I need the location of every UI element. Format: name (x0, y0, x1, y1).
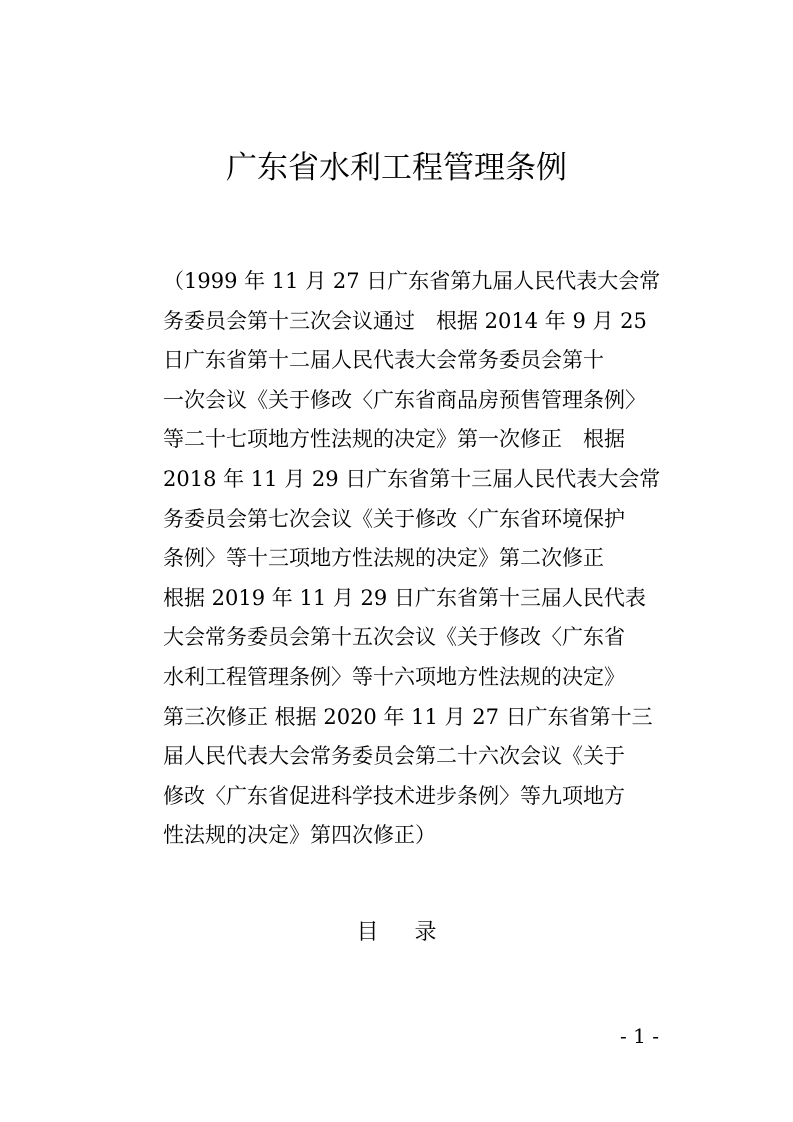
preamble-line: （1999 年 11 月 27 日广东省第九届人民代表大会常 (163, 269, 661, 293)
preamble-line: 根据 2019 年 11 月 29 日广东省第十三届人民代表 (163, 585, 646, 610)
table-of-contents-heading (0, 917, 793, 949)
preamble-line: 大会常务委员会第十五次会议《关于修改〈广东省 (163, 625, 625, 650)
preamble-line: 第三次修正 根据 2020 年 11 月 27 日广东省第十三 (163, 704, 653, 729)
preamble-line: 务委员会第七次会议《关于修改〈广东省环境保护 (163, 506, 625, 531)
toc-heading-char: 录 (414, 920, 437, 945)
legislative-history-preamble (163, 262, 663, 856)
preamble-line: 日广东省第十二届人民代表大会常务委员会第十 (163, 348, 604, 373)
preamble-line: 修改〈广东省促进科学技术进步条例〉等九项地方 (163, 783, 625, 808)
preamble-line: 一次会议《关于修改〈广东省商品房预售管理条例〉 (163, 387, 646, 412)
preamble-line: 性法规的决定》第四次修正） (163, 823, 436, 848)
preamble-line: 水利工程管理条例〉等十六项地方性法规的决定》 (163, 664, 625, 689)
preamble-line: 届人民代表大会常务委员会第二十六次会议《关于 (163, 744, 625, 769)
preamble-line: 等二十七项地方性法规的决定》第一次修正 根据 (163, 427, 625, 452)
document-title: 广东省水利工程管理条例 (226, 150, 567, 186)
toc-heading-char: 目 (356, 920, 379, 945)
preamble-line: 务委员会第十三次会议通过 根据 2014 年 9 月 25 (163, 308, 647, 333)
preamble-line: 2018 年 11 月 29 日广东省第十三届人民代表大会常 (163, 466, 661, 491)
page-number: - 1 - (620, 1024, 659, 1048)
preamble-line: 条例〉等十三项地方性法规的决定》第二次修正 (163, 546, 604, 571)
